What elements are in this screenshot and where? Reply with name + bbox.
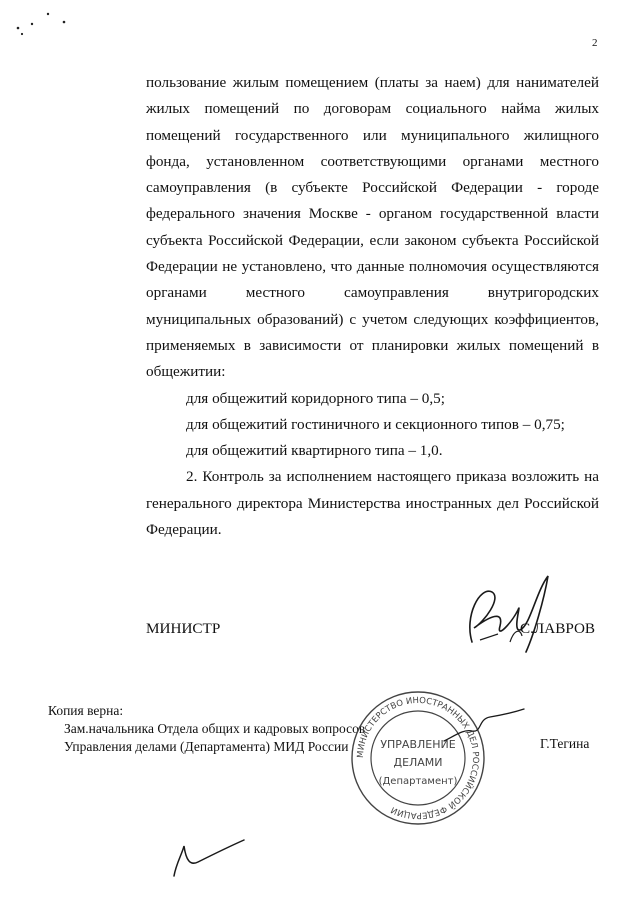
- scan-specks: [14, 10, 74, 40]
- certifier-position-line1: Зам.начальника Отдела общих и кадровых вопросов: [64, 721, 366, 736]
- list-item-corridor: для общежитий коридорного типа – 0,5;: [186, 389, 445, 407]
- minister-title: МИНИСТР: [146, 620, 221, 637]
- bottom-initials-mark: [168, 836, 248, 880]
- list-item-hotel-section: для общежитий гостиничного и секционного типов – 0,75;: [186, 415, 565, 433]
- minister-name: С.ЛАВРОВ: [520, 620, 596, 637]
- certifier-signature: [442, 705, 526, 749]
- certifier-name: Г.Тегина: [540, 736, 590, 751]
- paragraph-control: 2. Контроль за исполнением настоящего приказа возложить на генерального директора Министерства иностранных дел Российской Федерации.: [146, 468, 599, 539]
- document-body: [146, 70, 599, 543]
- stamp-ring-text: МИНИСТЕРСТВО ИНОСТРАННЫХ ДЕЛ РОССИЙСКОЙ ФЕДЕРАЦИИ: [355, 695, 481, 821]
- page-number: 2: [592, 37, 598, 49]
- list-item-apartment: для общежитий квартирного типа – 1,0.: [186, 442, 443, 460]
- stamp-center-line1: УПРАВЛЕНИЕ: [380, 738, 456, 751]
- stamp-center-line3: (Департамент): [378, 776, 458, 787]
- stamp-center-line2: ДЕЛАМИ: [393, 756, 443, 769]
- paragraph-rent-coefficients: пользование жилым помещением (платы за наем) для нанимателей жилых помещений по договорам социального найма жилых помещений государственного или муниципального жилищного фонда, установленном соответствующими органами местного самоуправления (в субъекте Российской Федерации - городе федерального значения Москве - органом государственной власти субъекта Российской Федерации, если законом субъекта Российской Федерации не установлено, что данные полномочия осуществляются органами местного самоуправления внутригородских муниципальных образований) с учетом следующих коэффициентов, применяемых в зависимости от планировки жилых помещений в общежитии:: [146, 74, 599, 381]
- certifier-position-line2: Управления делами (Департамента) МИД России: [64, 739, 349, 754]
- copy-verified-label: Копия верна:: [48, 703, 124, 718]
- minister-signature: [450, 570, 555, 660]
